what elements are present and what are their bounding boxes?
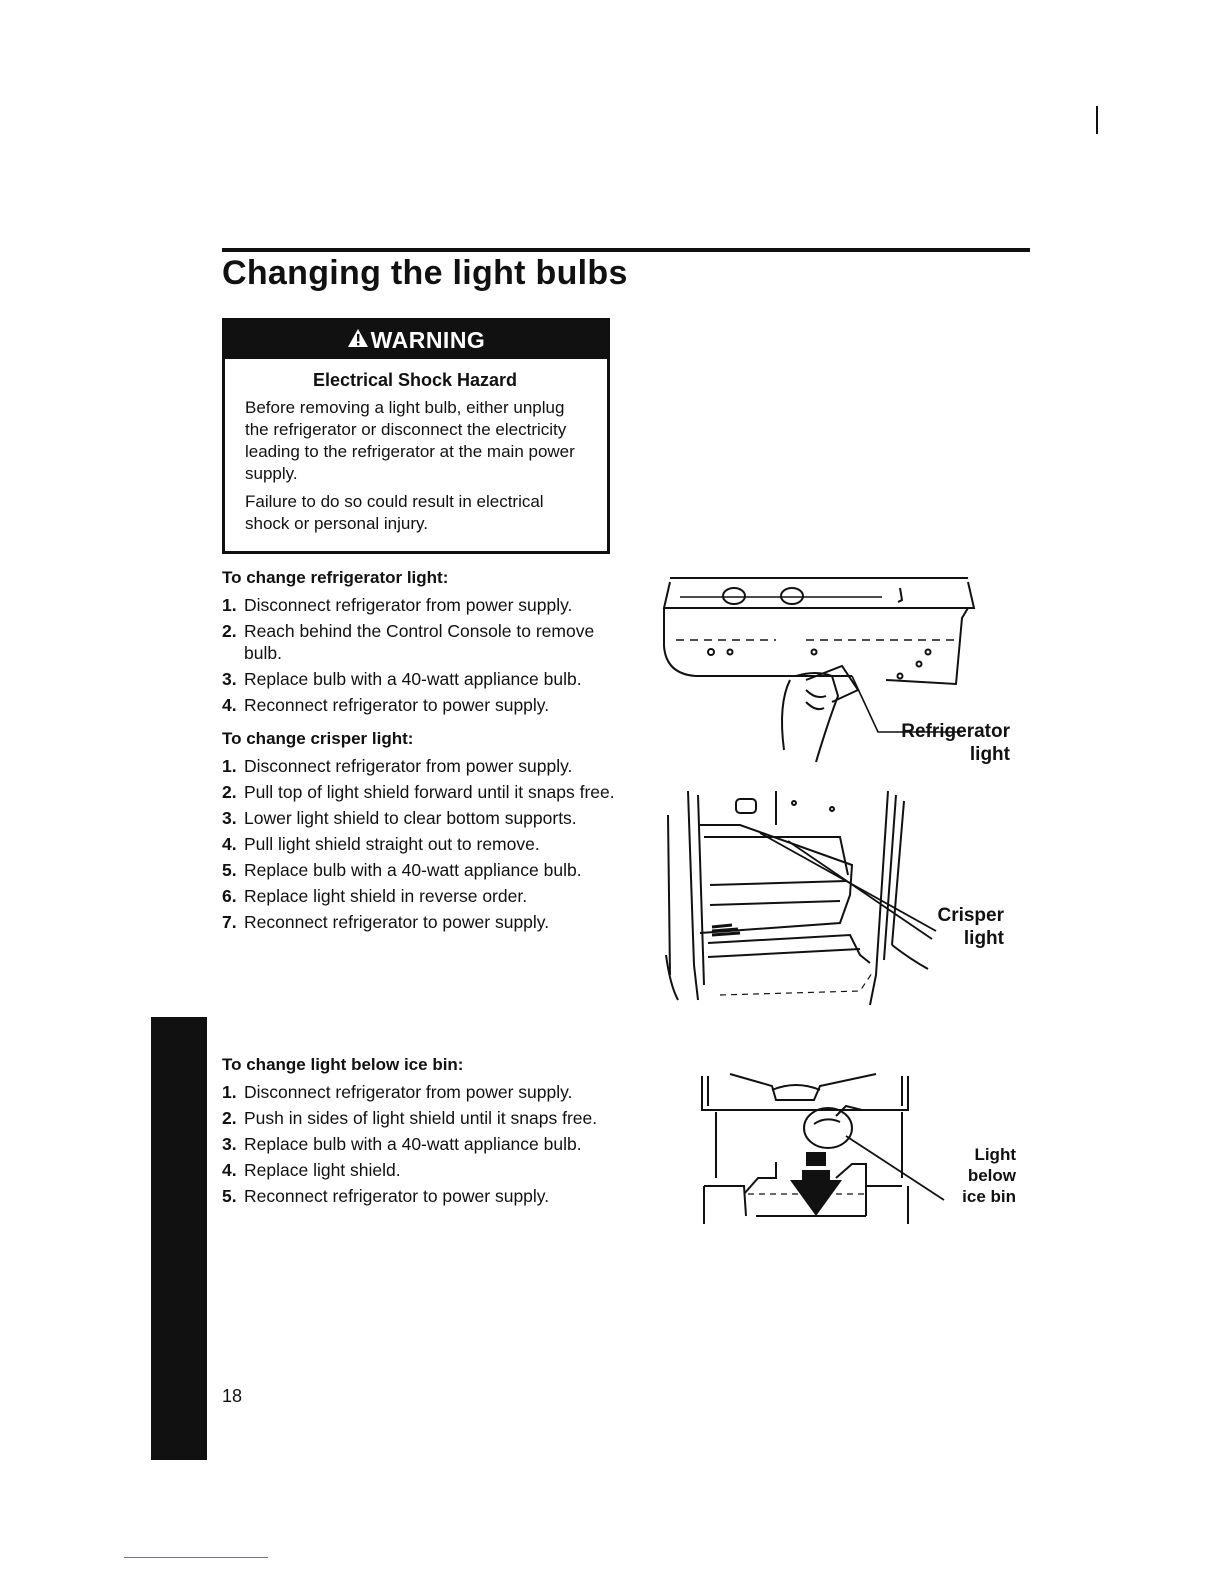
margin-mark — [1096, 106, 1098, 134]
page-title: Changing the light bulbs — [222, 254, 628, 292]
icebin-light-illustration — [696, 1066, 956, 1228]
page-number: 18 — [222, 1386, 243, 1406]
steps-list — [222, 1081, 632, 1207]
list-item: 2. Push in sides of light shield until it snaps free. — [222, 1108, 598, 1128]
section-heading: To change light below ice bin: — [222, 1055, 464, 1074]
list-item: 4. Pull light shield straight out to remove. — [222, 834, 540, 854]
list-item: 2. Pull top of light shield forward until it snaps free. — [222, 782, 615, 802]
title-rule — [222, 248, 1030, 252]
list-item: 7. Reconnect refrigerator to power supply. — [222, 912, 550, 932]
crisper-light-illustration — [660, 785, 940, 1010]
list-item: 5. Reconnect refrigerator to power supply. — [222, 1186, 550, 1206]
list-item: 5. Replace bulb with a 40-watt appliance bulb. — [222, 860, 582, 880]
list-item: 4. Replace light shield. — [222, 1160, 401, 1180]
icebin-light-callout: Light below ice bin — [962, 1145, 1016, 1206]
list-item: 4. Reconnect refrigerator to power supply. — [222, 695, 550, 715]
list-item: 1. Disconnect refrigerator from power supply. — [222, 595, 573, 615]
list-item: 1. Disconnect refrigerator from power supply. — [222, 1082, 573, 1102]
crisper-light-section — [222, 729, 632, 937]
list-item: 2. Reach behind the Control Console to remove bulb. — [222, 621, 595, 663]
steps-list — [222, 594, 632, 716]
section-heading: To change refrigerator light: — [222, 568, 449, 587]
hazard-title: Electrical Shock Hazard — [312, 370, 518, 390]
list-item: 1. Disconnect refrigerator from power supply. — [222, 756, 573, 776]
icebin-light-section — [222, 1055, 632, 1211]
warning-header — [225, 321, 607, 359]
list-item: 3. Lower light shield to clear bottom supports. — [222, 808, 577, 828]
warning-paragraph: Failure to do so could result in electrical shock or personal injury. — [245, 492, 544, 533]
refrigerator-light-callout: Refrigerator light — [901, 721, 1010, 765]
steps-list — [222, 755, 632, 933]
list-item: 3. Replace bulb with a 40-watt appliance bulb. — [222, 1134, 582, 1154]
crisper-light-callout: Crisper light — [937, 905, 1004, 949]
section-tab-marker — [151, 1017, 207, 1460]
warning-box — [222, 318, 610, 554]
warning-label: WARNING — [370, 326, 486, 353]
warning-paragraph: Before removing a light bulb, either unplug the refrigerator or disconnect the electricity leading to the refrigerator at the main power supply. — [245, 398, 575, 483]
warning-triangle-icon — [347, 327, 369, 354]
list-item: 6. Replace light shield in reverse order. — [222, 886, 528, 906]
refrigerator-light-section — [222, 568, 632, 720]
bottom-rule — [124, 1557, 268, 1558]
list-item: 3. Replace bulb with a 40-watt appliance bulb. — [222, 669, 582, 689]
section-heading: To change crisper light: — [222, 729, 414, 748]
